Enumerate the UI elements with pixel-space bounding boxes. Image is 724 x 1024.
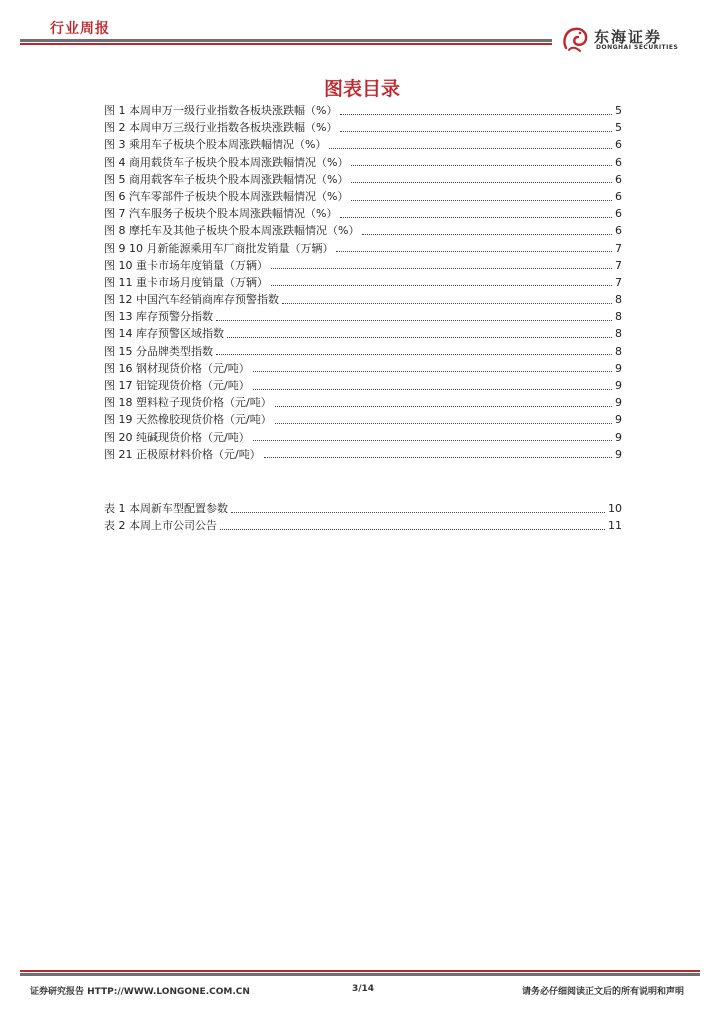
toc-entry-figure[interactable] bbox=[104, 325, 622, 342]
toc-entry-figure-page: 6 bbox=[615, 224, 622, 238]
toc-entry-figure[interactable] bbox=[104, 446, 622, 463]
toc-entry-figure[interactable] bbox=[104, 171, 622, 188]
dot-leader bbox=[271, 257, 612, 269]
toc-entry-figure-page: 7 bbox=[615, 241, 622, 255]
toc-entry-figure-label: 图 19 天然橡胶现货价格（元/吨） bbox=[104, 413, 272, 427]
logo-english-name: DONGHAI SECURITIES bbox=[596, 44, 679, 51]
footer-disclaimer: 请务必仔细阅读正文后的所有说明和声明 bbox=[522, 987, 685, 997]
toc-entry-figure-label: 图 5 商用载客车子板块个股本周涨跌幅情况（%） bbox=[104, 172, 349, 186]
toc-entry-figure-page: 5 bbox=[615, 104, 622, 117]
toc-entry-figure[interactable] bbox=[104, 411, 622, 428]
dot-leader bbox=[351, 154, 612, 166]
toc-entry-figure-label: 图 8 摩托车及其他子板块个股本周涨跌幅情况（%） bbox=[104, 224, 360, 238]
toc-entry-figure-label: 图 21 正极原材料价格（元/吨） bbox=[104, 447, 261, 461]
toc-entry-figure[interactable] bbox=[104, 343, 622, 360]
dot-leader bbox=[271, 274, 612, 286]
toc-entry-figure-label: 图 2 本周申万三级行业指数各板块涨跌幅（%） bbox=[104, 121, 338, 135]
dragon-logo-icon bbox=[560, 24, 590, 54]
toc-entry-figure[interactable] bbox=[104, 102, 622, 119]
logo-chinese-name: 东海证券 bbox=[594, 28, 663, 46]
dot-leader bbox=[351, 189, 612, 201]
toc-entry-figure-label: 图 13 库存预警分指数 bbox=[104, 310, 213, 324]
toc-entry-figure[interactable] bbox=[104, 360, 622, 377]
toc-entry-figure-label: 图 9 10 月新能源乘用车厂商批发销量（万辆） bbox=[104, 241, 334, 255]
toc-entry-figure-label: 图 3 乘用车子板块个股本周涨跌幅情况（%） bbox=[104, 138, 327, 152]
toc-entry-figure-page: 7 bbox=[615, 275, 622, 289]
toc-entry-table[interactable] bbox=[104, 517, 622, 534]
company-logo bbox=[560, 24, 710, 54]
toc-entry-figure-page: 8 bbox=[615, 344, 622, 358]
toc-entry-table-label: 表 1 本周新车型配置参数 bbox=[104, 502, 228, 515]
toc-entry-figure-page: 9 bbox=[615, 396, 622, 410]
toc-entry-figure-page: 9 bbox=[615, 430, 622, 444]
dot-leader bbox=[264, 446, 612, 458]
dot-leader bbox=[275, 412, 612, 424]
toc-entry-table-page: 11 bbox=[608, 519, 622, 533]
toc-entry-table-label: 表 2 本周上市公司公告 bbox=[104, 519, 217, 533]
toc-entry-figure-label: 图 12 中国汽车经销商库存预警指数 bbox=[104, 293, 279, 307]
report-type-tag: 行业周报 bbox=[50, 21, 110, 37]
dot-leader bbox=[216, 309, 612, 321]
toc-entry-figure-label: 图 11 重卡市场月度销量（万辆） bbox=[104, 275, 268, 289]
toc-entry-figure[interactable] bbox=[104, 188, 622, 205]
dot-leader bbox=[340, 206, 612, 218]
toc-entry-figure-page: 6 bbox=[615, 172, 622, 186]
toc-entry-figure-label: 图 15 分品牌类型指数 bbox=[104, 344, 213, 358]
toc-entry-figure-label: 图 7 汽车服务子板块个股本周涨跌幅情况（%） bbox=[104, 207, 338, 221]
footer-rule-red bbox=[20, 970, 700, 972]
toc-entry-figure-page: 9 bbox=[615, 361, 622, 375]
header-rule-gray bbox=[20, 39, 552, 42]
dot-leader bbox=[253, 360, 612, 372]
dot-leader bbox=[227, 326, 612, 338]
toc-entry-figure-label: 图 20 纯碱现货价格（元/吨） bbox=[104, 430, 250, 444]
dot-leader bbox=[340, 103, 612, 115]
toc-entry-figure-page: 9 bbox=[615, 447, 622, 461]
toc-entry-figure[interactable] bbox=[104, 257, 622, 274]
toc-entry-figure[interactable] bbox=[104, 154, 622, 171]
dot-leader bbox=[216, 343, 612, 355]
toc-entry-figure-label: 图 14 库存预警区域指数 bbox=[104, 327, 224, 341]
toc-entry-figure-page: 9 bbox=[615, 379, 622, 392]
footer-rule-gray bbox=[20, 973, 700, 976]
toc-entry-figure[interactable] bbox=[104, 119, 622, 136]
toc-entry-table[interactable] bbox=[104, 500, 622, 517]
dot-leader bbox=[253, 378, 612, 390]
toc-entry-figure-label: 图 10 重卡市场年度销量（万辆） bbox=[104, 258, 268, 272]
toc-entry-figure-label: 图 1 本周申万一级行业指数各板块涨跌幅（%） bbox=[104, 104, 338, 117]
toc-entry-figure-page: 6 bbox=[615, 155, 622, 169]
toc-entry-figure[interactable] bbox=[104, 222, 622, 239]
toc-entry-figure-label: 图 17 铝锭现货价格（元/吨） bbox=[104, 379, 250, 392]
dot-leader bbox=[351, 171, 612, 183]
toc-entry-figure[interactable] bbox=[104, 291, 622, 308]
toc-entry-figure[interactable] bbox=[104, 136, 622, 153]
dot-leader bbox=[275, 395, 612, 407]
toc-entry-figure-page: 7 bbox=[615, 258, 622, 272]
toc-entry-figure-page: 6 bbox=[615, 189, 622, 203]
toc-entry-figure-page: 9 bbox=[615, 413, 622, 427]
toc-entry-figure[interactable] bbox=[104, 240, 622, 257]
toc-entry-figure[interactable] bbox=[104, 308, 622, 325]
dot-leader bbox=[220, 518, 605, 530]
dot-leader bbox=[253, 429, 612, 441]
page-number: 3/14 bbox=[352, 984, 375, 994]
toc-entry-figure-label: 图 16 钢材现货价格（元/吨） bbox=[104, 361, 250, 375]
toc-entry-figure-page: 6 bbox=[615, 138, 622, 152]
toc-entry-figure-page: 5 bbox=[615, 121, 622, 135]
toc-entry-figure-label: 图 6 汽车零部件子板块个股本周涨跌幅情况（%） bbox=[104, 189, 349, 203]
toc-entry-figure-page: 8 bbox=[615, 310, 622, 324]
toc-title: 图表目录 bbox=[323, 78, 400, 100]
dot-leader bbox=[362, 223, 612, 235]
figure-list bbox=[104, 102, 622, 463]
dot-leader bbox=[340, 120, 612, 132]
toc-entry-figure-page: 6 bbox=[615, 207, 622, 221]
toc-entry-figure[interactable] bbox=[104, 429, 622, 446]
toc-entry-figure[interactable] bbox=[104, 205, 622, 222]
dot-leader bbox=[282, 292, 612, 304]
dot-leader bbox=[336, 240, 612, 252]
toc-entry-figure[interactable] bbox=[104, 377, 622, 394]
toc-entry-figure[interactable] bbox=[104, 394, 622, 411]
toc-entry-table-page: 10 bbox=[608, 502, 622, 515]
table-list bbox=[104, 500, 622, 534]
toc-entry-figure-label: 图 18 塑料粒子现货价格（元/吨） bbox=[104, 396, 272, 410]
dot-leader bbox=[231, 501, 605, 513]
toc-entry-figure[interactable] bbox=[104, 274, 622, 291]
header-rule-red bbox=[20, 43, 552, 45]
toc-entry-figure-page: 8 bbox=[615, 293, 622, 307]
toc-entry-figure-page: 8 bbox=[615, 327, 622, 341]
footer-source: 证券研究报告 HTTP://WWW.LONGONE.COM.CN bbox=[30, 987, 250, 997]
toc-entry-figure-label: 图 4 商用载货车子板块个股本周涨跌幅情况（%） bbox=[104, 155, 349, 169]
dot-leader bbox=[329, 137, 612, 149]
